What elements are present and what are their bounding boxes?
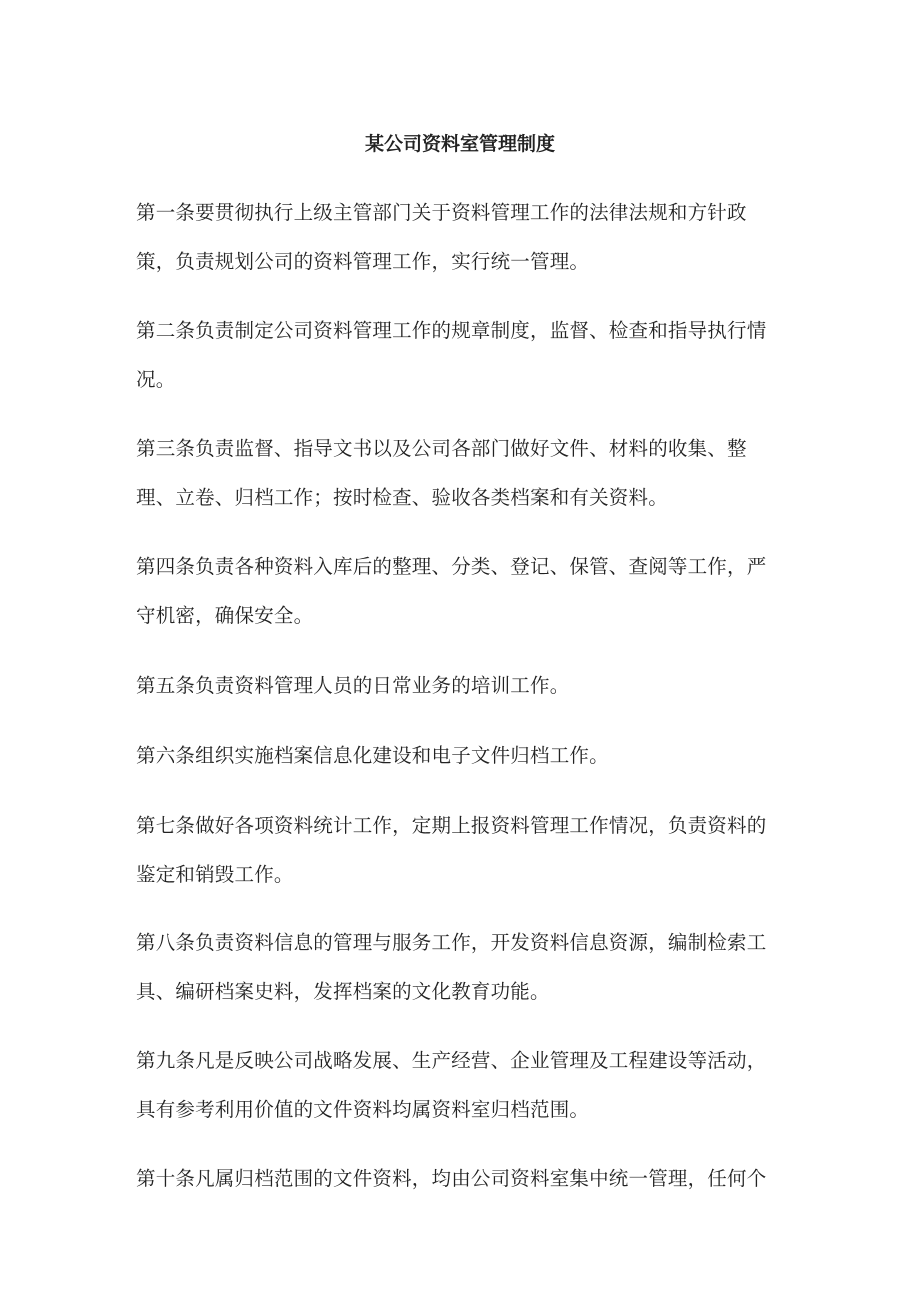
article-1 bbox=[136, 188, 786, 286]
article-3-line-2: 理、立卷、归档工作；按时检查、验收各类档案和有关资料。 bbox=[136, 486, 668, 509]
article-2-line-2: 况。 bbox=[136, 368, 176, 391]
article-4-line-1: 第四条负责各种资料入库后的整理、分类、登记、保管、查阅等工作，严 bbox=[136, 555, 767, 578]
article-7-line-2: 鉴定和销毁工作。 bbox=[136, 863, 294, 886]
article-3-line-1: 第三条负责监督、指导文书以及公司各部门做好文件、材料的收集、整 bbox=[136, 437, 747, 460]
article-10 bbox=[136, 1154, 786, 1203]
article-5 bbox=[136, 661, 786, 710]
article-8-line-1: 第八条负责资料信息的管理与服务工作，开发资料信息资源，编制检索工 bbox=[136, 931, 767, 954]
article-8 bbox=[136, 918, 786, 1016]
article-7-line-1: 第七条做好各项资料统计工作，定期上报资料管理工作情况，负责资料的 bbox=[136, 814, 767, 837]
article-10-line-1: 第十条凡属归档范围的文件资料，均由公司资料室集中统一管理，任何个 bbox=[136, 1167, 767, 1190]
article-6 bbox=[136, 731, 786, 780]
article-9-line-1: 第九条凡是反映公司战略发展、生产经营、企业管理及工程建设等活动， bbox=[136, 1049, 767, 1072]
article-9-line-2: 具有参考利用价值的文件资料均属资料室归档范围。 bbox=[136, 1098, 590, 1121]
article-1-line-1: 第一条要贯彻执行上级主管部门关于资料管理工作的法律法规和方针政 bbox=[136, 201, 747, 224]
article-1-line-2: 策，负责规划公司的资料管理工作，实行统一管理。 bbox=[136, 250, 590, 273]
article-7 bbox=[136, 801, 786, 899]
article-3 bbox=[136, 424, 786, 522]
article-8-line-2: 具、编研档案史料，发挥档案的文化教育功能。 bbox=[136, 980, 550, 1003]
article-4 bbox=[136, 542, 786, 640]
article-2-line-1: 第二条负责制定公司资料管理工作的规章制度，监督、检查和指导执行情 bbox=[136, 319, 767, 342]
document-title: 某公司资料室管理制度 bbox=[364, 133, 555, 155]
article-9 bbox=[136, 1036, 786, 1134]
article-6-line-1: 第六条组织实施档案信息化建设和电子文件归档工作。 bbox=[136, 744, 609, 767]
article-4-line-2: 守机密，确保安全。 bbox=[136, 604, 314, 627]
article-2 bbox=[136, 306, 786, 404]
article-5-line-1: 第五条负责资料管理人员的日常业务的培训工作。 bbox=[136, 674, 570, 697]
